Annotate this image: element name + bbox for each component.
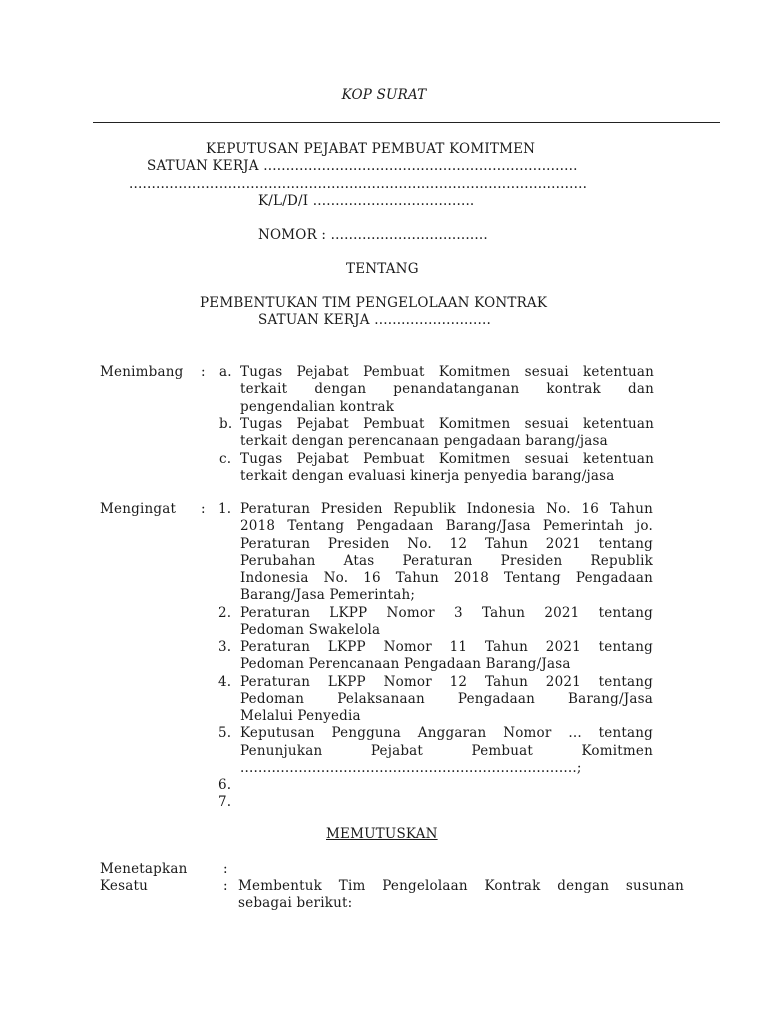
list-item-line: Keputusan Pengguna Anggaran Nomor ... tentang — [240, 725, 653, 742]
list-item-line: Peraturan LKPP Nomor 12 Tahun 2021 tentang — [240, 673, 653, 690]
list-marker: 3. — [218, 639, 232, 655]
list-item-line: pengendalian kontrak — [240, 398, 395, 415]
kop-surat: KOP SURAT — [341, 87, 427, 103]
list-item-line: Tugas Pejabat Pembuat Komitmen sesuai ketentuan — [240, 415, 654, 432]
satuan-kerja-line: SATUAN KERJA ...................................................................... — [147, 158, 578, 174]
menimbang-label: Menimbang — [100, 364, 184, 380]
menimbang-colon: : — [201, 364, 206, 380]
kesatu-line: Membentuk Tim Pengelolaan Kontrak dengan susunan — [238, 878, 684, 894]
list-marker: 7. — [218, 794, 232, 811]
list-item-line: Peraturan Presiden Republik Indonesia No. 16 Tahun — [240, 501, 653, 517]
list-marker: b. — [219, 415, 233, 432]
nomor-line: NOMOR : ................................... — [258, 227, 488, 243]
list-item-line: Peraturan LKPP Nomor 11 Tahun 2021 tentang — [240, 639, 653, 655]
list-item-line: Peraturan LKPP Nomor 3 Tahun 2021 tentang — [240, 604, 653, 621]
list-item-line: Melalui Penyedia — [240, 708, 361, 724]
list-item-line: Tugas Pejabat Pembuat Komitmen sesuai ketentuan — [240, 364, 654, 380]
kesatu-line: sebagai berikut: — [238, 895, 353, 911]
list-item-line: Perubahan Atas Peraturan Presiden Republik — [240, 552, 653, 569]
kesatu-colon: : — [223, 878, 228, 894]
list-item-line: Pedoman Perencanaan Pengadaan Barang/Jasa — [240, 656, 571, 673]
memutuskan-heading: MEMUTUSKAN — [326, 826, 438, 842]
kesatu-label: Kesatu — [100, 878, 149, 894]
list-item-line: Pedoman Swakelola — [240, 621, 381, 638]
decree-title: KEPUTUSAN PEJABAT PEMBUAT KOMITMEN — [206, 141, 536, 157]
list-marker: 6. — [218, 777, 232, 793]
list-marker: c. — [219, 450, 232, 467]
list-item-line: Barang/Jasa Pemerintah; — [240, 587, 416, 604]
menetapkan-colon: : — [223, 861, 228, 877]
dotted-line: ...................................................................................................... — [129, 176, 588, 192]
list-item-line: Tugas Pejabat Pembuat Komitmen sesuai ketentuan — [240, 450, 654, 467]
list-item-line: Pedoman Pelaksanaan Pengadaan Barang/Jasa — [240, 690, 653, 707]
list-item-line: terkait dengan evaluasi kinerja penyedia barang/jasa — [240, 467, 615, 484]
menetapkan-label: Menetapkan — [100, 861, 188, 877]
list-item-line: Indonesia No. 16 Tahun 2018 Tentang Pengadaan — [240, 570, 653, 586]
list-item-line: 2018 Tentang Pengadaan Barang/Jasa Pemerintah jo. — [240, 518, 653, 535]
list-item-line: ...........................................................................; — [240, 759, 582, 776]
list-marker: a. — [219, 364, 232, 380]
list-item-line: Penunjukan Pejabat Pembuat Komitmen — [240, 742, 653, 759]
mengingat-label: Mengingat — [100, 501, 177, 517]
tentang-heading: TENTANG — [346, 261, 419, 277]
mengingat-colon: : — [201, 501, 206, 517]
subject-satuan-kerja: SATUAN KERJA .......................... — [258, 312, 492, 328]
kldi-line: K/L/D/I .................................... — [258, 193, 475, 209]
list-marker: 4. — [218, 673, 232, 690]
list-marker: 5. — [218, 725, 232, 742]
list-item-line: terkait dengan penandatanganan kontrak dan — [240, 381, 654, 398]
list-item-line: Peraturan Presiden No. 12 Tahun 2021 tentang — [240, 535, 653, 552]
list-marker: 1. — [218, 501, 232, 517]
subject-title: PEMBENTUKAN TIM PENGELOLAAN KONTRAK — [200, 295, 548, 311]
list-marker: 2. — [218, 604, 232, 621]
list-item-line: terkait dengan perencanaan pengadaan barang/jasa — [240, 433, 608, 450]
header-rule — [93, 122, 720, 123]
